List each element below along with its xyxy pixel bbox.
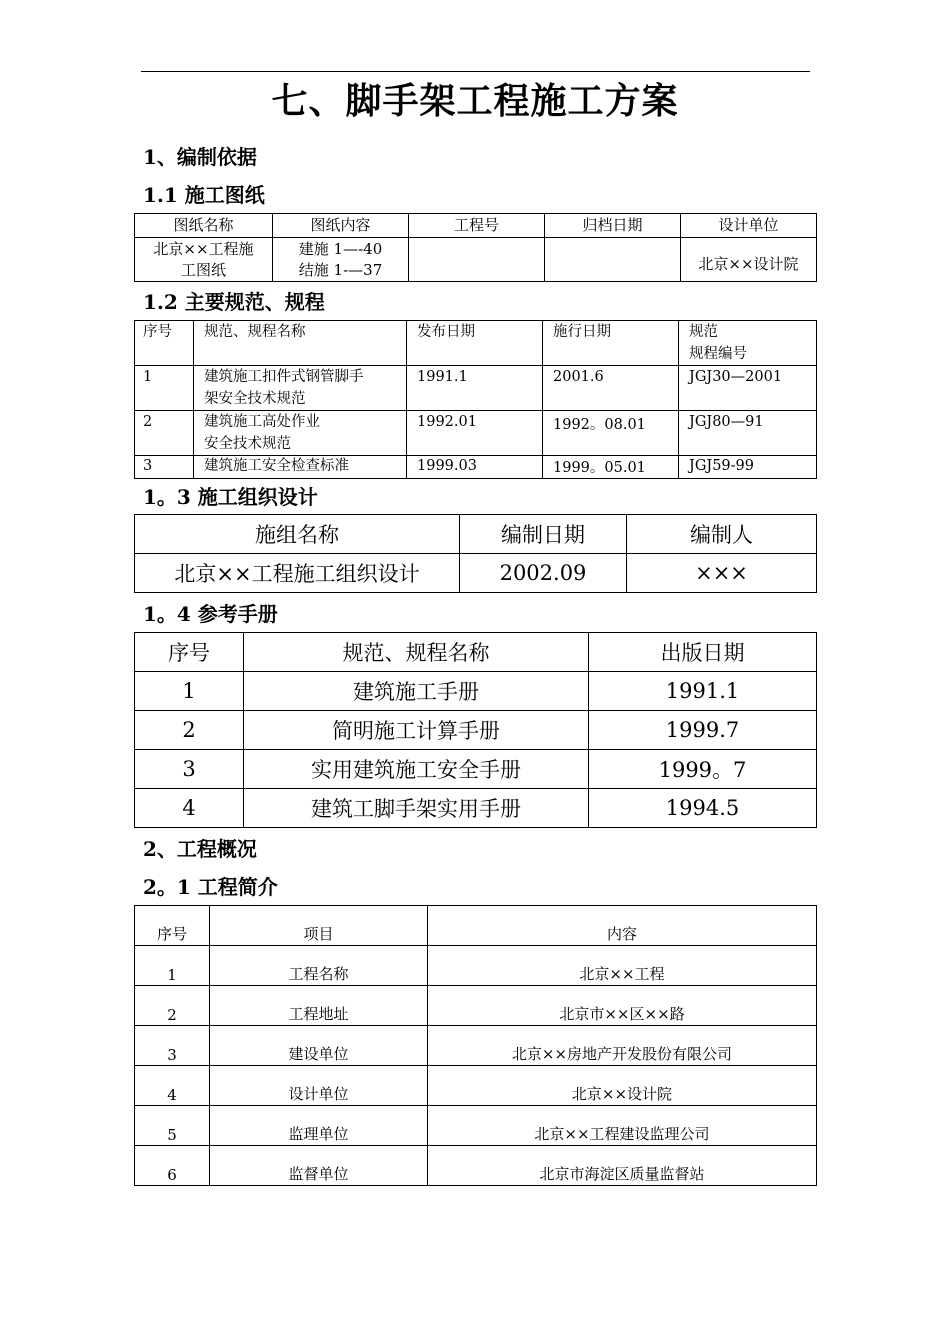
overview-cell: 2 — [135, 986, 210, 1026]
drawings-name-line: 北京××工程施 — [153, 239, 254, 258]
standards-name-cell: 建筑施工安全检查标准 — [194, 456, 407, 479]
standards-code-cell: JGJ30—2001 — [679, 366, 817, 411]
manuals-cell: 4 — [135, 789, 244, 828]
standards-no-cell: 1 — [135, 366, 194, 411]
table-row — [135, 1026, 817, 1066]
manuals-header-cell: 出版日期 — [589, 633, 817, 672]
table-row — [135, 789, 817, 828]
manuals-cell: 1991.1 — [589, 672, 817, 711]
drawings-design-unit-cell: 北京××设计院 — [681, 238, 817, 282]
manuals-cell: 1999.7 — [589, 711, 817, 750]
section-heading-project-intro: 2。1 工程简介 — [143, 875, 278, 899]
drawings-archive-date-cell — [545, 238, 681, 282]
manuals-cell: 简明施工计算手册 — [244, 711, 589, 750]
table-row — [135, 1106, 817, 1146]
org-design-cell: 2002.09 — [460, 554, 627, 593]
overview-cell: 6 — [135, 1146, 210, 1186]
overview-cell: 建设单位 — [210, 1026, 428, 1066]
standards-code-cell: JGJ59-99 — [679, 456, 817, 479]
overview-cell: 北京市海淀区质量监督站 — [428, 1146, 817, 1186]
standards-publish-cell: 1999.03 — [407, 456, 543, 479]
overview-cell: 设计单位 — [210, 1066, 428, 1106]
standards-header-name: 规范、规程名称 — [194, 321, 407, 366]
drawings-name-cell — [135, 238, 273, 282]
table-row — [135, 1066, 817, 1106]
standards-no-cell: 3 — [135, 456, 194, 479]
standards-name-line: 架安全技术规范 — [204, 391, 306, 407]
overview-cell: 5 — [135, 1106, 210, 1146]
manuals-cell: 1 — [135, 672, 244, 711]
overview-cell: 1 — [135, 946, 210, 986]
drawings-name-line: 工图纸 — [180, 260, 226, 279]
standards-publish-cell: 1992.01 — [407, 411, 543, 456]
overview-header-cell: 项目 — [210, 906, 428, 946]
standards-effective-cell: 1999。05.01 — [543, 456, 679, 479]
table-row — [135, 986, 817, 1026]
overview-cell: 北京××房地产开发股份有限公司 — [428, 1026, 817, 1066]
manuals-header-cell: 序号 — [135, 633, 244, 672]
overview-cell: 北京市××区××路 — [428, 986, 817, 1026]
standards-no-cell: 2 — [135, 411, 194, 456]
standards-table — [134, 320, 817, 479]
standards-name-line: 建筑施工扣件式钢管脚手 — [204, 369, 364, 385]
overview-cell: 北京××工程 — [428, 946, 817, 986]
drawings-content-line: 结施 1-—37 — [298, 260, 383, 279]
overview-cell: 监督单位 — [210, 1146, 428, 1186]
overview-cell: 3 — [135, 1026, 210, 1066]
overview-header-cell: 内容 — [428, 906, 817, 946]
manuals-cell: 1999。7 — [589, 750, 817, 789]
standards-name-line: 安全技术规范 — [204, 436, 291, 452]
manuals-cell: 建筑工脚手架实用手册 — [244, 789, 589, 828]
overview-header-cell: 序号 — [135, 906, 210, 946]
org-design-cell: 北京××工程施工组织设计 — [135, 554, 460, 593]
header-rule — [141, 71, 810, 72]
standards-header-code-line: 规程编号 — [689, 346, 747, 362]
standards-code-cell: JGJ80—91 — [679, 411, 817, 456]
table-row — [135, 456, 817, 479]
standards-name-line: 建筑施工高处作业 — [204, 414, 320, 430]
manuals-cell: 1994.5 — [589, 789, 817, 828]
standards-effective-cell: 2001.6 — [543, 366, 679, 411]
org-design-table — [134, 514, 817, 593]
manuals-table — [134, 632, 817, 828]
section-heading-basis: 1、编制依据 — [143, 145, 257, 169]
document-title: 七、脚手架工程施工方案 — [271, 80, 679, 122]
overview-cell: 监理单位 — [210, 1106, 428, 1146]
standards-header-no: 序号 — [135, 321, 194, 366]
standards-effective-cell: 1992。08.01 — [543, 411, 679, 456]
manuals-header-cell: 规范、规程名称 — [244, 633, 589, 672]
table-row — [135, 554, 817, 593]
org-design-cell: ××× — [627, 554, 817, 593]
section-heading-drawings: 1.1 施工图纸 — [143, 183, 265, 207]
section-heading-manuals: 1。4 参考手册 — [143, 602, 278, 626]
standards-name-cell — [194, 366, 407, 411]
table-row — [135, 750, 817, 789]
standards-header-code-line: 规范 — [689, 324, 718, 340]
table-row — [135, 1146, 817, 1186]
table-row — [135, 411, 817, 456]
drawings-header-cell: 归档日期 — [545, 214, 681, 238]
org-design-header-cell: 施组名称 — [135, 515, 460, 554]
section-heading-org-design: 1。3 施工组织设计 — [143, 485, 318, 509]
drawings-header-cell: 图纸名称 — [135, 214, 273, 238]
drawings-header-cell: 工程号 — [409, 214, 545, 238]
table-row — [135, 946, 817, 986]
section-heading-standards: 1.2 主要规范、规程 — [143, 290, 325, 314]
overview-cell: 工程地址 — [210, 986, 428, 1026]
overview-cell: 4 — [135, 1066, 210, 1106]
drawings-table — [134, 213, 817, 282]
standards-publish-cell: 1991.1 — [407, 366, 543, 411]
standards-header-effective: 施行日期 — [543, 321, 679, 366]
drawings-project-no-cell — [409, 238, 545, 282]
overview-cell: 北京××设计院 — [428, 1066, 817, 1106]
manuals-cell: 实用建筑施工安全手册 — [244, 750, 589, 789]
drawings-header-cell: 图纸内容 — [273, 214, 409, 238]
overview-cell: 工程名称 — [210, 946, 428, 986]
drawings-content-cell — [273, 238, 409, 282]
overview-table — [134, 905, 817, 1186]
standards-name-cell — [194, 411, 407, 456]
manuals-cell: 建筑施工手册 — [244, 672, 589, 711]
manuals-cell: 2 — [135, 711, 244, 750]
drawings-header-cell: 设计单位 — [681, 214, 817, 238]
org-design-header-cell: 编制日期 — [460, 515, 627, 554]
table-row — [135, 672, 817, 711]
section-heading-overview: 2、工程概况 — [143, 837, 257, 861]
standards-header-publish: 发布日期 — [407, 321, 543, 366]
org-design-header-cell: 编制人 — [627, 515, 817, 554]
drawings-content-line: 建施 1—-40 — [298, 239, 383, 258]
table-row — [135, 366, 817, 411]
overview-cell: 北京××工程建设监理公司 — [428, 1106, 817, 1146]
table-row — [135, 711, 817, 750]
standards-header-code — [679, 321, 817, 366]
manuals-cell: 3 — [135, 750, 244, 789]
